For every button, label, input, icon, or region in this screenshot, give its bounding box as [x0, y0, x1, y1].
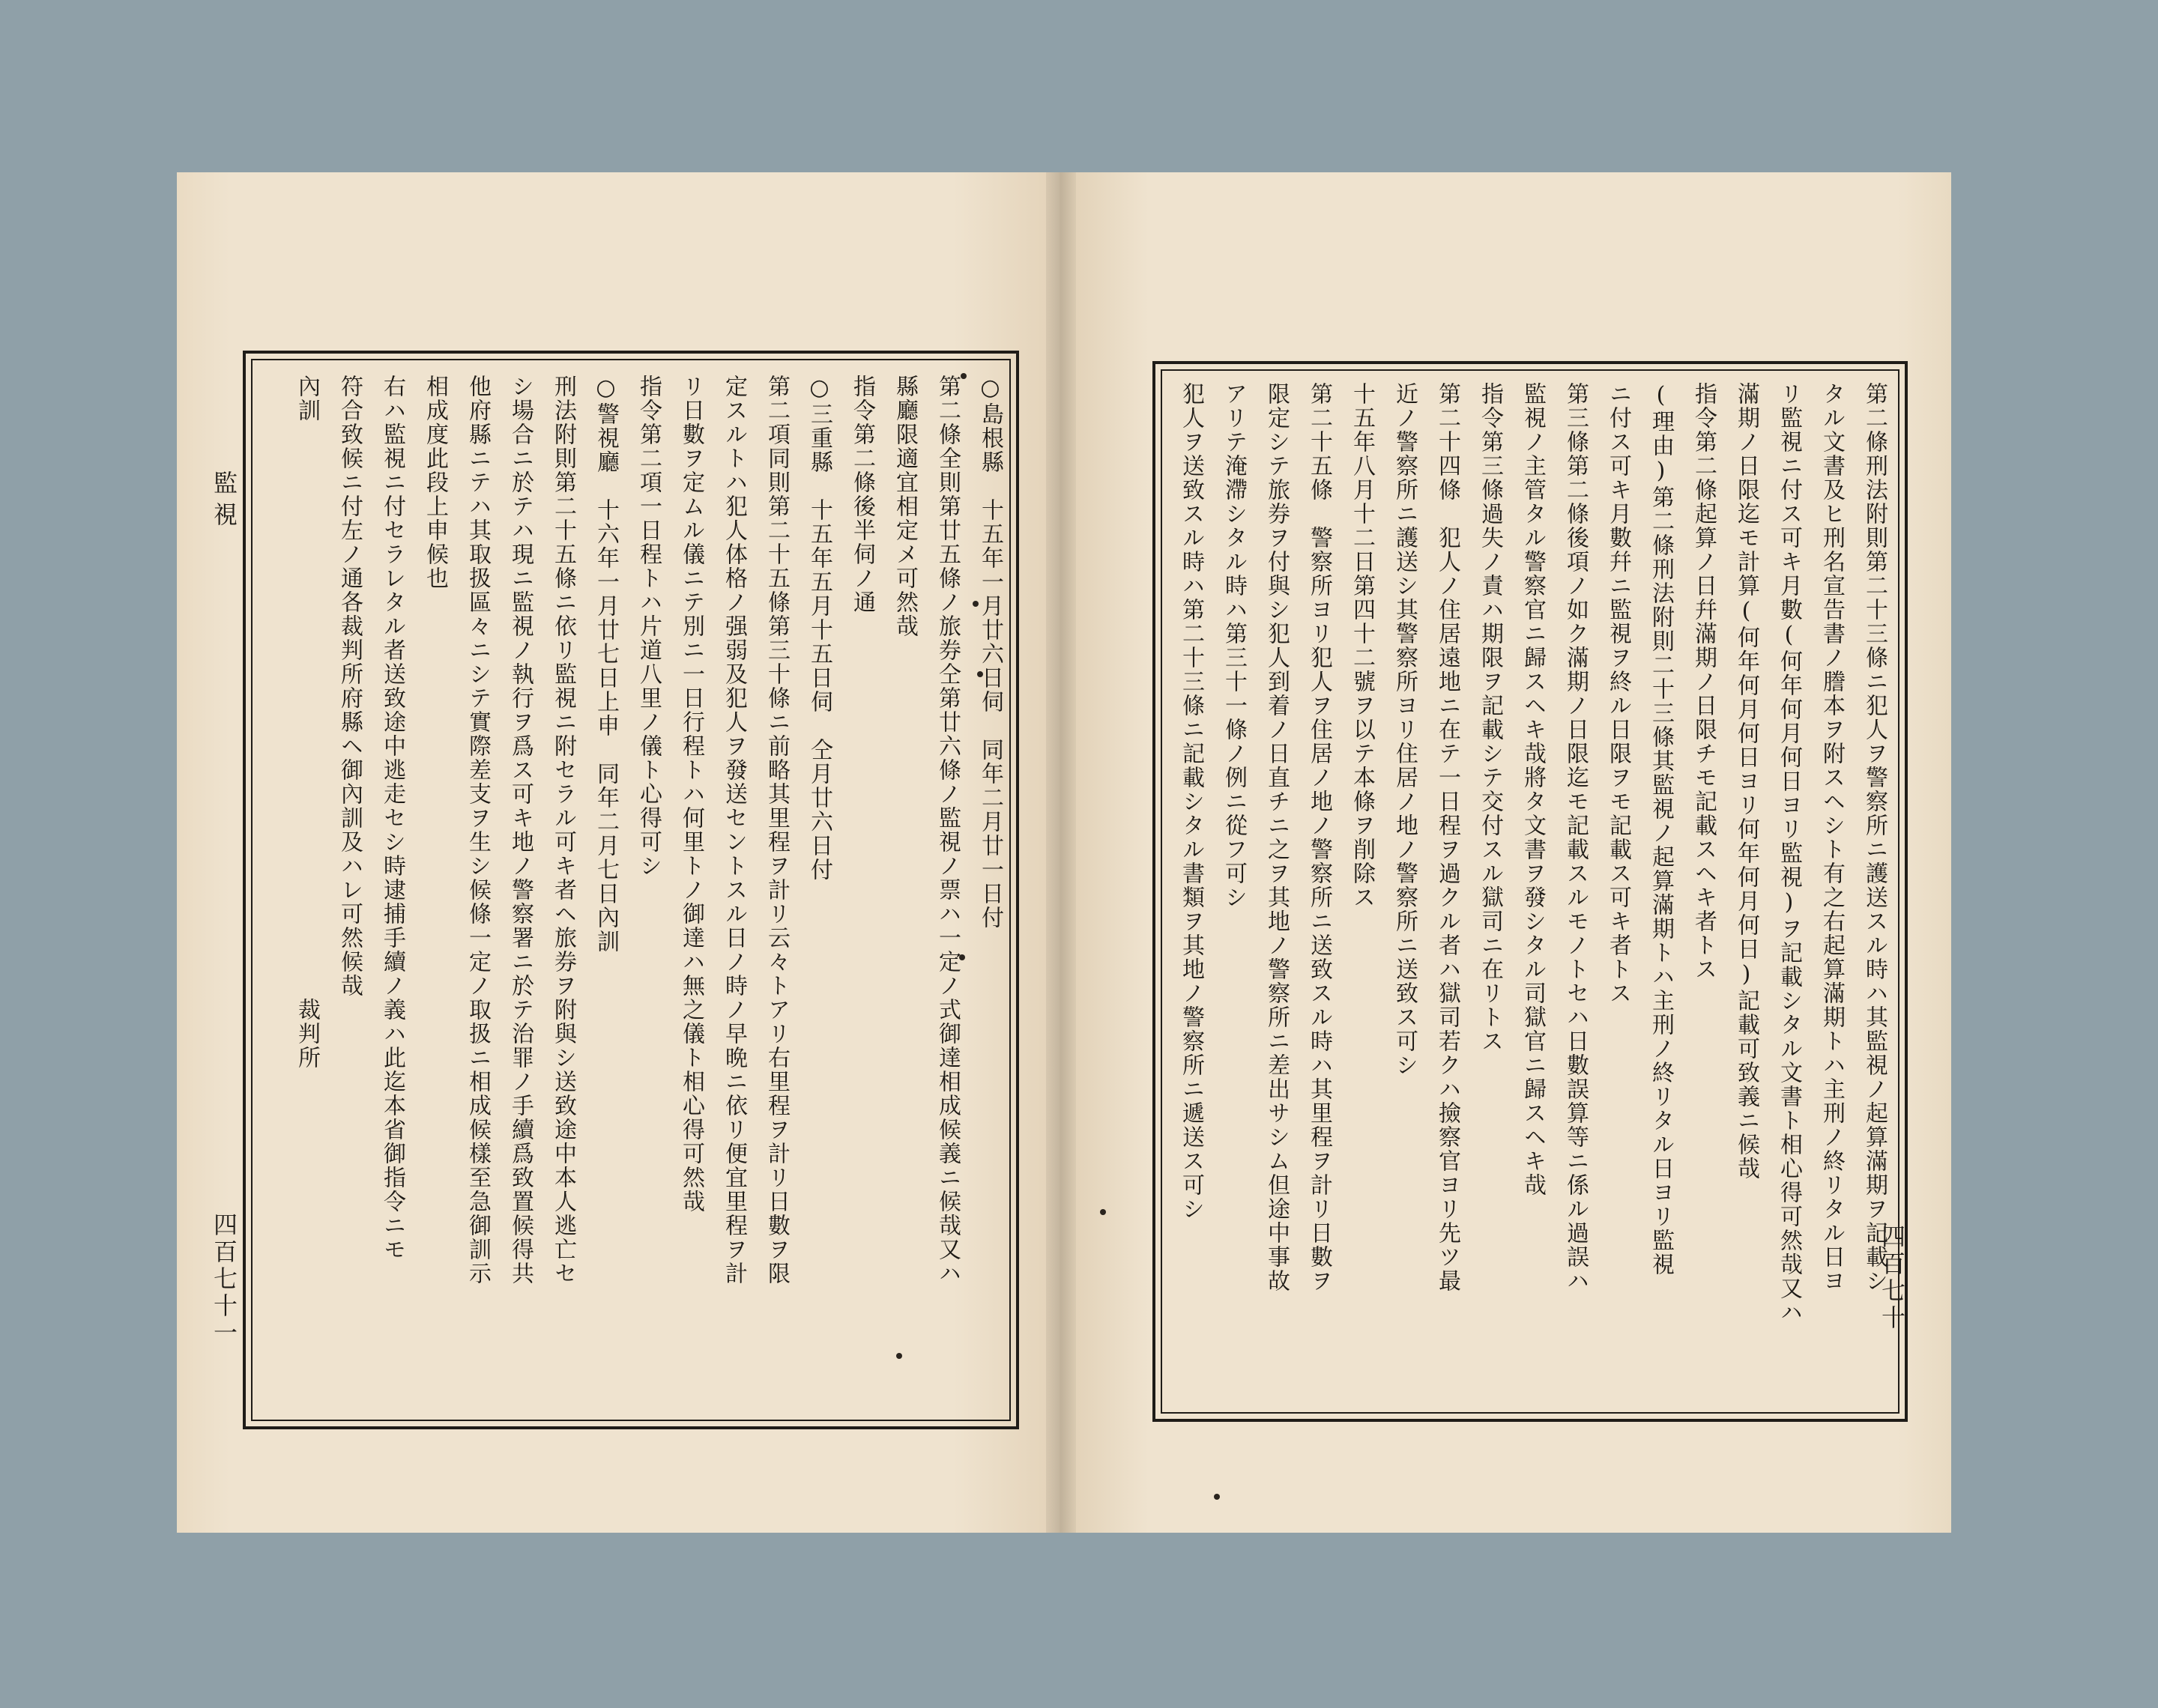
- left-column-16: 符合致候ニ付左ノ通各裁判所府縣ヘ御內訓及ハレ可然候哉: [336, 375, 363, 998]
- left-column-7: 定スルトハ犯人体格ノ强弱及犯人ヲ發送セントスル日ノ時ノ早晩ニ依リ便宜里程ヲ計: [721, 375, 747, 1285]
- right-column-11: 第二十四條 犯人ノ住居遠地ニ在テ一日程ヲ過クル者ハ獄司若クハ撿察官ヨリ先ツ最: [1434, 382, 1460, 1293]
- left-column-11: 刑法附則第二十五條ニ依リ監視ニ附セラル可キ者ヘ旅券ヲ附與シ送致途中本人逃亡セ: [550, 375, 576, 1285]
- left-column-4: 指令第二條後半伺ノ通: [849, 375, 875, 614]
- left-column-2: 第二條全則第廿五條ノ旅券仝第廿六條ノ監視ノ票ハ一定ノ式御達相成候義ニ候哉又ハ: [934, 375, 961, 1285]
- right-column-8: 第三條第二條後項ノ如ク滿期ノ日限迄モ記載スルモノトセハ日數誤算等ニ係ル過誤ハ: [1562, 382, 1589, 1293]
- left-column-9: 指令第二項一日程トハ片道八里ノ儀ト心得可シ: [635, 375, 662, 878]
- left-column-14: 相成度此段上申候也: [422, 375, 448, 590]
- left-column-1: ○島根縣 十五年一月廿六日伺 同年二月廿一日付: [977, 375, 1003, 930]
- left-column-10: ○警視廳 十六年一月廿七日上申 同年二月七日內訓: [593, 375, 619, 954]
- left-column-12: シ場合ニ於テハ現ニ監視ノ執行ヲ爲ス可キ地ノ警察署ニ於テ治罪ノ手續爲致置候得共: [507, 375, 534, 1285]
- right-column-5: 指令第二條起算ノ日幷滿期ノ日限チモ記載スヘキ者トス: [1690, 382, 1717, 981]
- left-column-3: 縣廳限適宜相定メ可然哉: [892, 375, 918, 638]
- left-column-17: 內訓 裁判所: [294, 375, 320, 1070]
- right-column-2: タル文書及ヒ刑名宣告書ノ謄本ヲ附スヘシト有之右起算滿期トハ主刑ノ終リタル日ヨ: [1819, 382, 1845, 1293]
- right-column-12: 近ノ警察所ニ護送シ其警察所ヨリ住居ノ地ノ警察所ニ送致ス可シ: [1391, 382, 1418, 1077]
- right-column-15: 限定シテ旅券ヲ付與シ犯人到着ノ日直チニ之ヲ其地ノ警察所ニ差出サシム但途中事故: [1263, 382, 1290, 1293]
- right-column-10: 指令第三條過失ノ責ハ期限ヲ記載シテ交付スル獄司ニ在リトス: [1477, 382, 1503, 1053]
- book-gutter: [1046, 172, 1076, 1533]
- right-column-6: (理由)第二條刑法附則二十三條其監視ノ起算滿期トハ主刑ノ終リタル日ヨリ監視: [1648, 382, 1674, 1277]
- left-column-5: ○三重縣 十五年五月十五日伺 仝月廿六日付: [806, 375, 832, 882]
- right-column-13: 十五年八月十二日第四十二號ヲ以テ本條ヲ削除ス: [1349, 382, 1375, 909]
- right-column-14: 第二十五條 警察所ヨリ犯人ヲ住居ノ地ノ警察所ニ送致スル時ハ其里程ヲ計リ日數ヲ: [1306, 382, 1332, 1293]
- right-column-9: 監視ノ主管タル警察官ニ歸スヘキ哉將タ文書ヲ發シタル司獄官ニ歸スヘキ哉: [1520, 382, 1546, 1197]
- left-column-15: 右ハ監視ニ付セラレタル者送致途中逃走セシ時逮捕手續ノ義ハ此迄本省御指令ニモ: [379, 375, 405, 1262]
- left-column-6: 第二項同則第二十五條第三十條ニ前略其里程ヲ計リ云々トアリ右里程ヲ計リ日數ヲ限: [764, 375, 790, 1285]
- right-column-16: アリテ淹滯シタル時ハ第三十一條ノ例ニ從フ可シ: [1221, 382, 1247, 909]
- running-head: 監視: [210, 470, 238, 533]
- left-page-number: 四百七十一: [210, 1212, 238, 1347]
- right-column-4: 滿期ノ日限迄モ計算(何年何月何日ヨリ何年何月何日)記載可致義ニ候哉: [1733, 382, 1759, 1181]
- right-page-number: 四百七十: [1878, 1224, 1906, 1332]
- binding-hole: [1100, 1209, 1106, 1215]
- left-column-8: リ日數ヲ定ムル儀ニテ別ニ一日行程トハ何里トノ御達ハ無之儀ト相心得可然哉: [678, 375, 704, 1214]
- binding-hole: [1214, 1494, 1220, 1500]
- left-column-13: 他府縣ニテハ其取扱區々ニシテ實際差支ヲ生シ候條一定ノ取扱ニ相成候樣至急御訓示: [465, 375, 491, 1285]
- right-column-1: 第二條刑法附則第二十三條ニ犯人ヲ警察所ニ護送スル時ハ其監視ノ起算滿期ヲ記載シ: [1861, 382, 1888, 1293]
- right-column-7: ニ付ス可キ月數幷ニ監視ヲ終ル日限ヲモ記載ス可キ者トス: [1605, 382, 1631, 1005]
- right-column-17: 犯人ヲ送致スル時ハ第二十三條ニ記載シタル書類ヲ其地ノ警察所ニ遞送ス可シ: [1178, 382, 1204, 1221]
- right-column-3: リ監視ニ付ス可キ月數(何年何月何日ヨリ監視)ヲ記載シタル文書ト相心得可然哉又ハ: [1776, 382, 1802, 1324]
